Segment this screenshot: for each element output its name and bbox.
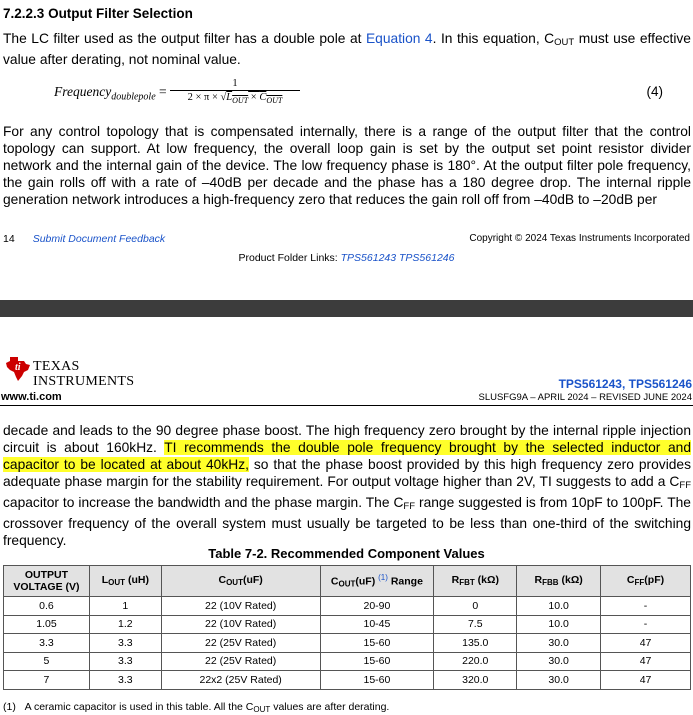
- cell: 47: [601, 671, 691, 690]
- table-title: Table 7-2. Recommended Component Values: [208, 546, 485, 561]
- document-id: SLUSFG9A – APRIL 2024 – REVISED JUNE 2024: [478, 392, 692, 403]
- cell: 10.0: [517, 615, 601, 634]
- paragraph-phase-boost: decade and leads to the 90 degree phase boost. The high frequency zero brought by the internal ripple injection circuit is about 160kHz. TI recommends the double pole frequency brought by the selected inductor and capacitor to be located at about 40kHz, so that the phase boost provided by this high frequency zero provides adequate phase margin for the stability requirement. For output voltage higher than 2V, TI suggests to add a $C_{FF}$ capacitor to increase the bandwidth and the phase margin. The $C_{FF}$ range suggested is from 10pF to 100pF. The crossover frequency of the overall system must usually be targeted to be less than one-third of the switching frequency.: [3, 423, 691, 548]
- equation-4-link[interactable]: Equation 4: [365, 31, 433, 46]
- table-row: [4, 634, 691, 653]
- cell: 220.0: [434, 652, 517, 671]
- equation-numerator: 1: [232, 78, 238, 89]
- cell: 15-60: [320, 652, 434, 671]
- page-divider: [0, 300, 693, 317]
- logo-text-texas: TEXAS: [33, 359, 80, 374]
- cell: 30.0: [517, 652, 601, 671]
- table-header-row: [4, 566, 691, 597]
- equation-denominator: $2 \times \pi \times √L_{OUT} \times C_{OUT}$: [187, 92, 283, 106]
- cell: 20-90: [320, 597, 434, 616]
- cell: 15-60: [320, 634, 434, 653]
- cell: 3.3: [89, 652, 161, 671]
- cell: 1.2: [89, 615, 161, 634]
- logo-text-instruments: INSTRUMENTS: [33, 374, 135, 389]
- col-header-rfbb: $R_{FBB}$ (kΩ): [517, 566, 601, 597]
- col-header-lout: $L_{OUT}$ (uH): [89, 566, 161, 597]
- copyright: Copyright © 2024 Texas Instruments Incorporated: [469, 233, 690, 244]
- col-header-cout: $C_{OUT}(uF)$: [161, 566, 320, 597]
- cell: 3.3: [89, 634, 161, 653]
- cell: 135.0: [434, 634, 517, 653]
- cell: 22 (25V Rated): [161, 634, 320, 653]
- cell: -: [601, 615, 691, 634]
- paragraph-control-topology: For any control topology that is compensated internally, there is a range of the output filter that the control topology can support. At low frequency, the overall loop gain is set by the output set point resistor divider network and the internal gain of the device. The low frequency phase is 180°. At the output filter pole frequency, the gain rolls off with a rate of –40dB per decade and the phase has a 180 degree drop. The internal ripple generation network introduces a high-frequency zero that reduces the gain roll off from –40dB to –20dB per: [3, 124, 691, 207]
- cell: 22 (10V Rated): [161, 615, 320, 634]
- col-header-output-voltage: OUTPUT VOLTAGE (V): [4, 566, 90, 597]
- footer-left: [3, 233, 165, 245]
- cell: 1.05: [4, 615, 90, 634]
- table-row: [4, 615, 691, 634]
- cell: 30.0: [517, 671, 601, 690]
- cell: 0: [434, 597, 517, 616]
- table-row: [4, 652, 691, 671]
- cell: 3.3: [89, 671, 161, 690]
- equation-lhs: Frequency$_{doublepole}$ =: [54, 84, 167, 103]
- col-header-cff: $C_{FF}(pF)$: [601, 566, 691, 597]
- section-number: 7.2.2.3: [3, 6, 45, 21]
- cell: 15-60: [320, 671, 434, 690]
- cell: 320.0: [434, 671, 517, 690]
- component-values-table: [3, 565, 691, 690]
- ti-logo-icon: [4, 355, 32, 383]
- product-folder-link[interactable]: TPS561243 TPS561246: [340, 252, 455, 264]
- cell: 1: [89, 597, 161, 616]
- header-rule: [0, 405, 693, 406]
- page-number: 14: [3, 233, 15, 245]
- cell: 0.6: [4, 597, 90, 616]
- cell: 22x2 (25V Rated): [161, 671, 320, 690]
- product-folder-links: Product Folder Links: TPS561243 TPS561246: [238, 252, 455, 264]
- paragraph-lc-filter: The LC filter used as the output filter has a double pole at Equation 4. In this equation, $C_{OUT}$ must use effective value after derating, not nominal value.: [3, 31, 691, 67]
- col-header-rfbt: $R_{FBT}$ (kΩ): [434, 566, 517, 597]
- cell: 47: [601, 652, 691, 671]
- table-row: [4, 671, 691, 690]
- table-footnote: (1) A ceramic capacitor is used in this table. All the $C_{OUT}$ values are after derating.: [3, 701, 390, 714]
- footnote-ref[interactable]: (1): [378, 572, 388, 582]
- section-title: Output Filter Selection: [48, 6, 193, 21]
- cell: 22 (25V Rated): [161, 652, 320, 671]
- section-heading: [3, 6, 193, 21]
- col-header-cout-range: $C_{OUT}(uF)$ $^{(1)}$ Range: [320, 566, 434, 597]
- cell: -: [601, 597, 691, 616]
- cell: 10-45: [320, 615, 434, 634]
- svg-text:ti: ti: [15, 362, 21, 373]
- cell: 30.0: [517, 634, 601, 653]
- cell: 47: [601, 634, 691, 653]
- submit-feedback-link[interactable]: Submit Document Feedback: [32, 233, 166, 245]
- cell: 7.5: [434, 615, 517, 634]
- highlighted-recommendation: TI recommends the double pole frequency brought by the selected inductor and capacitor to be located at about 40kHz,: [3, 440, 691, 472]
- cell: 7: [4, 671, 90, 690]
- cell: 5: [4, 652, 90, 671]
- equation-number: (4): [646, 84, 663, 99]
- table-row: [4, 597, 691, 616]
- cell: 3.3: [4, 634, 90, 653]
- website-link[interactable]: www.ti.com: [1, 391, 62, 403]
- cell: 22 (10V Rated): [161, 597, 320, 616]
- equation-fraction: [170, 78, 300, 105]
- cell: 10.0: [517, 597, 601, 616]
- part-numbers[interactable]: TPS561243, TPS561246: [558, 377, 692, 391]
